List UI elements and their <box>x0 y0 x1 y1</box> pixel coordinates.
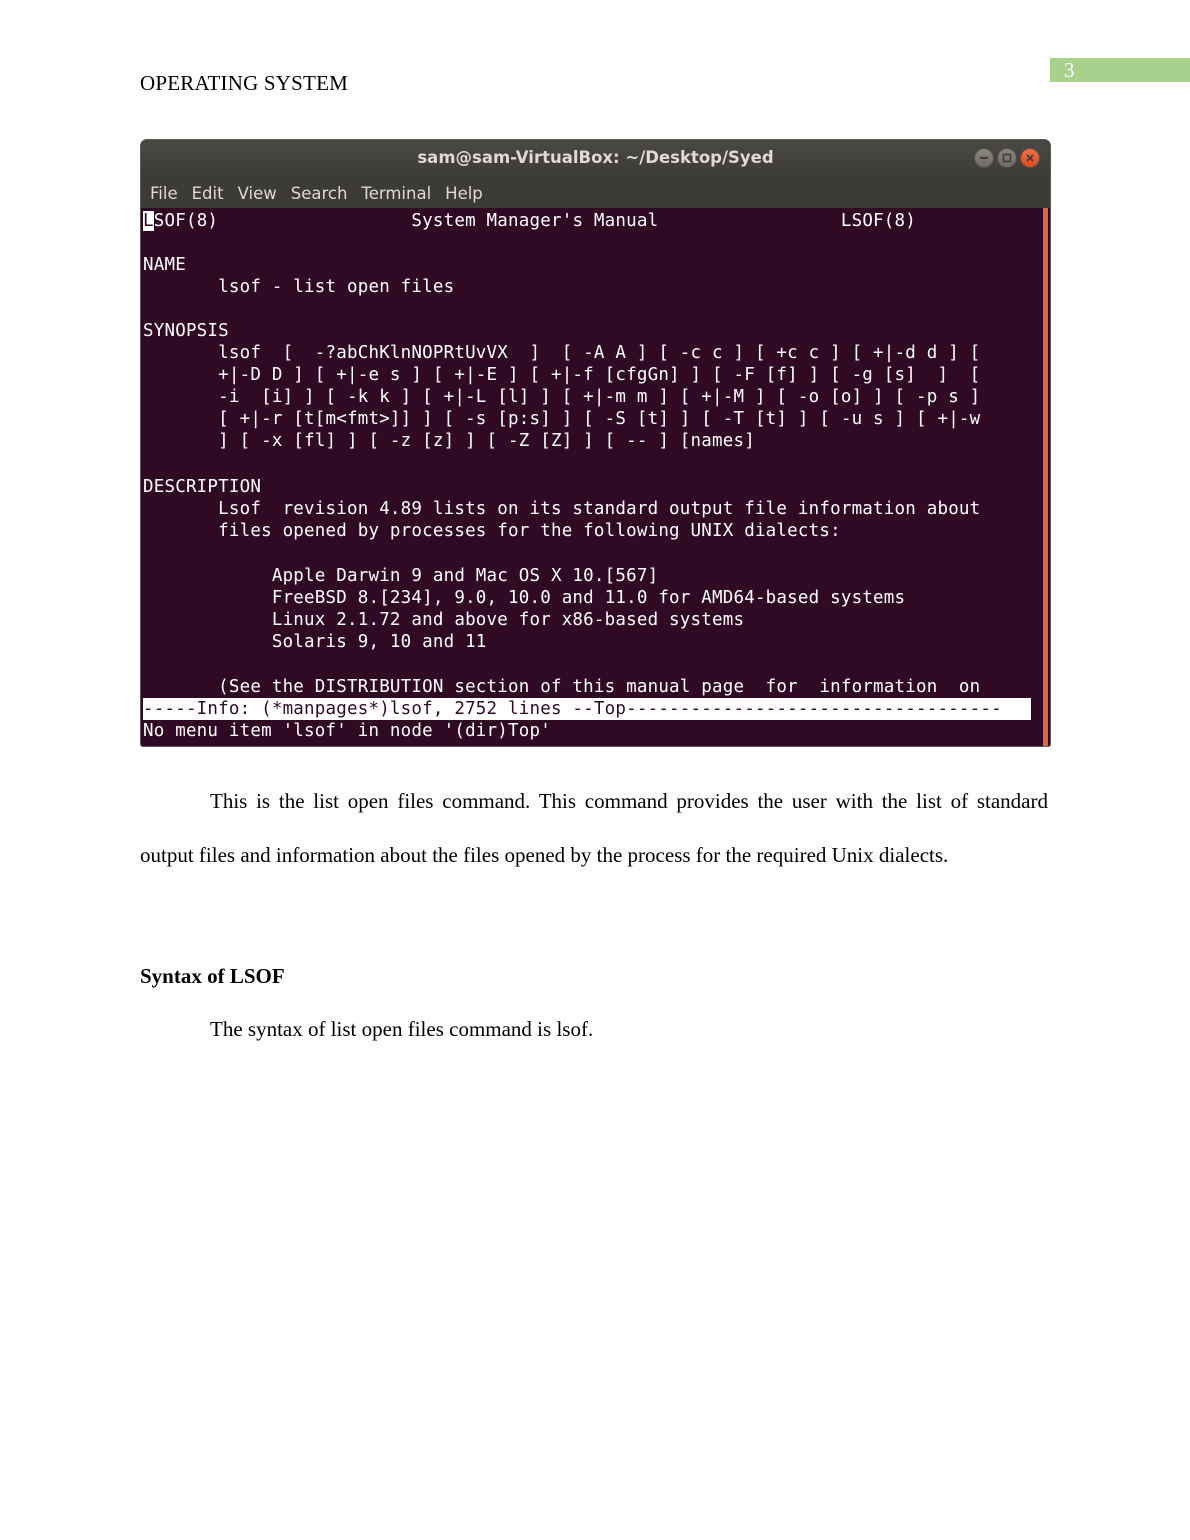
page-number: 3 <box>1050 58 1190 82</box>
terminal-line: ] [ -x [fl] ] [ -z [z] ] [ -Z [Z] ] [ -- ] [names] <box>143 431 755 451</box>
terminal-cursor: L <box>143 211 154 231</box>
terminal-line: [ +|-r [t[m<fmt>]] ] [ -s [p:s] ] [ -S [t] ] [ -T [t] ] [ -u s ] [ +|-w <box>143 409 981 429</box>
minimize-icon[interactable] <box>974 148 994 168</box>
terminal-line: FreeBSD 8.[234], 9.0, 10.0 and 11.0 for AMD64-based systems <box>143 588 906 608</box>
body-paragraph: This is the list open files command. This command provides the user with the list of standard output files and information about the files opened by the process for the required Unix dialects. <box>140 789 1048 867</box>
terminal-line: DESCRIPTION <box>143 477 262 497</box>
terminal-line: Solaris 9, 10 and 11 <box>143 632 487 652</box>
terminal-line: NAME <box>143 255 186 275</box>
terminal-line: +|-D D ] [ +|-e s ] [ +|-E ] [ +|-f [cfgGn] ] [ -F [f] ] [ -g [s] ] [ <box>143 365 981 385</box>
terminal-line: (See the DISTRIBUTION section of this manual page for information on <box>143 677 981 697</box>
terminal-line: lsof - list open files <box>143 277 455 297</box>
terminal-line: lsof [ -?abChKlnNOPRtUvVX ] [ -A A ] [ -c c ] [ +c c ] [ +|-d d ] [ <box>143 343 981 363</box>
terminal-line: LSOF(8) System Manager's Manual LSOF(8) <box>143 211 916 231</box>
menu-view[interactable]: View <box>237 183 277 203</box>
terminal-line: SYNOPSIS <box>143 321 229 341</box>
info-status-line: -----Info: (*manpages*)lsof, 2752 lines --Top----------------------------------- <box>143 698 1031 720</box>
terminal-line: Linux 2.1.72 and above for x86-based systems <box>143 610 745 630</box>
terminal-scrollbar[interactable] <box>1043 208 1048 746</box>
terminal-line: files opened by processes for the following UNIX dialects: <box>143 521 841 541</box>
menu-edit[interactable]: Edit <box>191 183 224 203</box>
menu-file[interactable]: File <box>150 183 178 203</box>
terminal-screenshot <box>141 140 1050 746</box>
terminal-output <box>143 208 1050 746</box>
terminal-line: -i [i] ] [ -k k ] [ +|-L [l] ] [ +|-m m ] [ +|-M ] [ -o [o] ] [ -p s ] <box>143 387 981 407</box>
body-paragraph: The syntax of list open files command is lsof. <box>210 1017 594 1041</box>
menu-help[interactable]: Help <box>445 183 483 203</box>
terminal-menubar <box>141 178 1050 208</box>
section-heading: Syntax of LSOF <box>140 964 285 988</box>
terminal-title: sam@sam-VirtualBox: ~/Desktop/Syed <box>417 148 774 167</box>
maximize-icon[interactable] <box>997 148 1017 168</box>
close-icon[interactable] <box>1020 148 1040 168</box>
running-head: OPERATING SYSTEM <box>140 71 348 95</box>
terminal-titlebar <box>141 140 1050 178</box>
terminal-line: Lsof revision 4.89 lists on its standard output file information about <box>143 499 981 519</box>
menu-search[interactable]: Search <box>290 183 348 203</box>
window-controls <box>974 148 1040 168</box>
terminal-line: Apple Darwin 9 and Mac OS X 10.[567] <box>143 566 659 586</box>
menu-terminal[interactable]: Terminal <box>361 183 432 203</box>
terminal-message-line: No menu item 'lsof' in node '(dir)Top' <box>143 721 551 741</box>
